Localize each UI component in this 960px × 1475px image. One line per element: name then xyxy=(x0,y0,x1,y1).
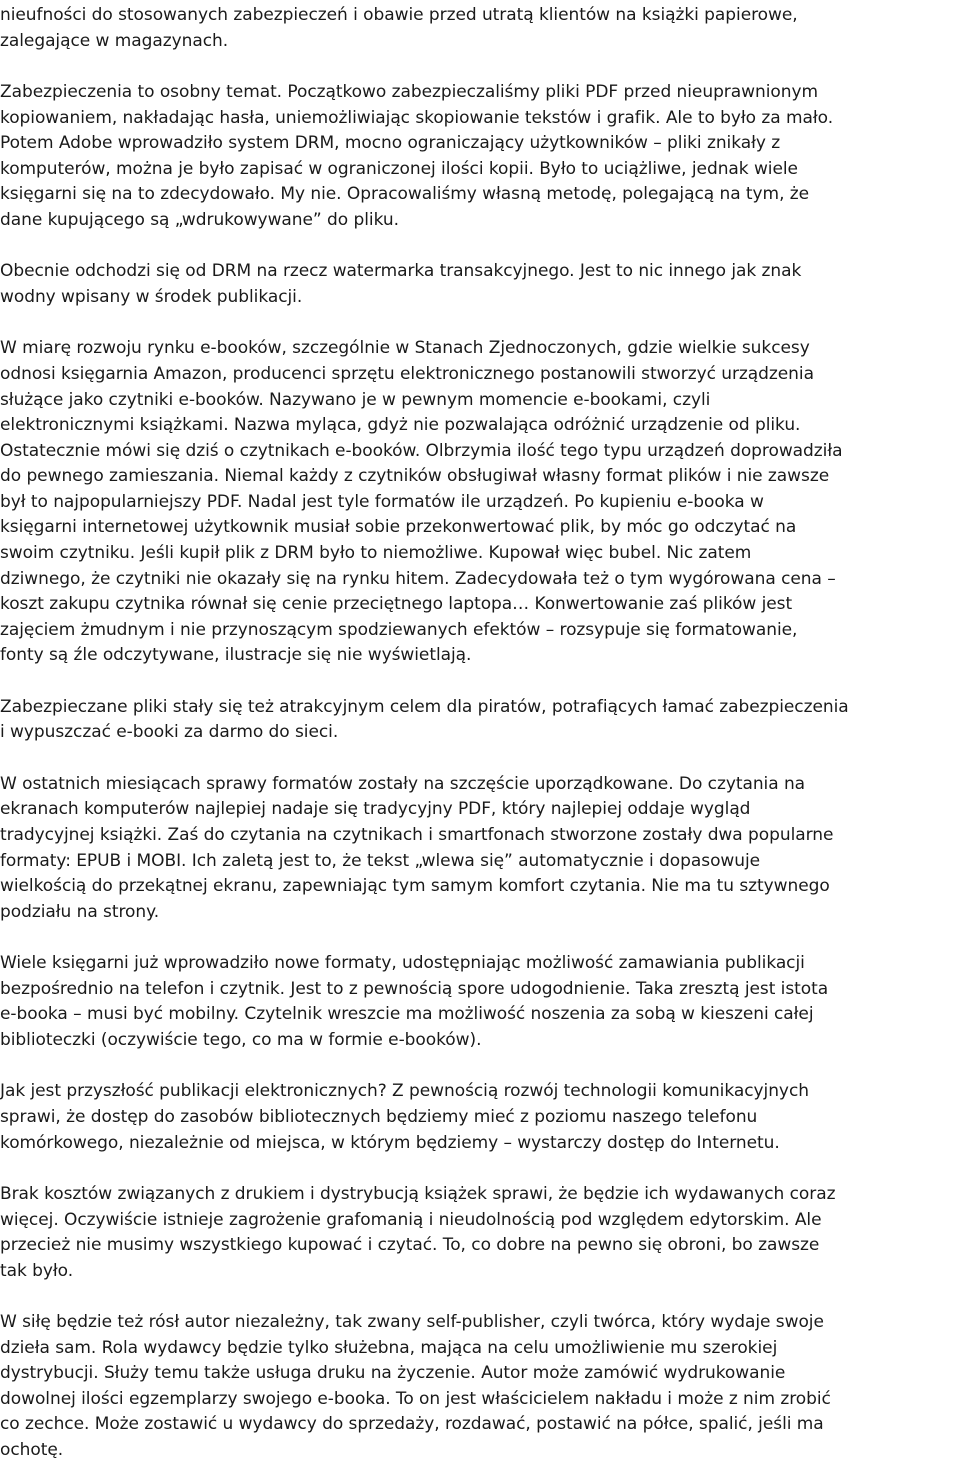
paragraph-9: Brak kosztów związanych z drukiem i dystrybucją książek sprawi, że będzie ich wydawanych coraz więcej. Oczywiście istnieje zagrożenie grafomanią i nieudolnością pod względem edytorskim. Ale przecież nie musimy wszystkiego kupować i czytać. To, co dobre na pewno się obroni, bo zawsze tak było. xyxy=(0,1183,836,1281)
paragraph-8: Jak jest przyszłość publikacji elektronicznych? Z pewnością rozwój technologii komunikacyjnych sprawi, że dostęp do zasobów bibliotecznych będziemy mieć z poziomu naszego telefonu komórkowego, niezależnie od miejsca, w którym będziemy – wystarczy dostęp do Internetu. xyxy=(0,1081,809,1153)
paragraph-3: Obecnie odchodzi się od DRM na rzecz watermarka transakcyjnego. Jest to nic innego jak znak wodny wpisany w środek publikacji. xyxy=(0,261,802,307)
paragraph-7: Wiele księgarni już wprowadziło nowe formaty, udostępniając możliwość zamawiania publikacji bezpośrednio na telefon i czytnik. Jest to z pewnością spore udogodnienie. Taka zresztą jest istota e-booka – musi być mobilny. Czytelnik wreszcie ma możliwość noszenia za sobą w kieszeni całej biblioteczki (oczywiście tego, co ma w formie e-booków). xyxy=(0,953,829,1050)
paragraph-4: W miarę rozwoju rynku e-booków, szczególnie w Stanach Zjednoczonych, gdzie wielkie sukcesy odnosi księgarnia Amazon, producenci sprzętu elektronicznego postanowili stworzyć urządzenia służące jako czytniki e-booków. Nazywano je w pewnym momencie e-bookami, czyli elektronicznymi książkami. Nazwa myląca, gdyż nie pozwalająca odróżnić urządzenie od pliku. Ostatecznie mówi się dziś o czytnikach e-booków. Olbrzymia ilość tego typu urządzeń doprowadziła do pewnego zamieszania. Niemal każdy z czytników obsługiwał własny format plików i nie zawsze był to najpopularniejszy PDF. Nadal jest tyle formatów ile urządzeń. Po kupieniu e-booka w księgarni internetowej użytkownik musiał sobie przekonwertować plik, by móc go odczytać na swoim czytniku. Jeśli kupił plik z DRM było to niemożliwe. Kupował więc bubel. Nic zatem dziwnego, że czytniki nie okazały się na rynku hitem. Zadecydowała też o tym wygórowana cena – koszt zakupu czytnika równał się cenie przeciętnego laptopa… Konwertowanie zaś plików jest zajęciem żmudnym i nie przynoszącym spodziewanych efektów – rozsypuje się formatowanie, fonty są źle odczytywane, ilustracje się nie wyświetlają. xyxy=(0,338,843,666)
paragraph-2: Zabezpieczenia to osobny temat. Początkowo zabezpieczaliśmy pliki PDF przed nieuprawnionym kopiowaniem, nakładając hasła, uniemożliwiając skopiowanie tekstów i grafik. Ale to było za mało. Potem Adobe wprowadziło system DRM, mocno ograniczający użytkowników – pliki znikały z komputerów, można je było zapisać w ograniczonej ilości kopii. Było to uciążliwe, jednak wiele księgarni się na to zdecydowało. My nie. Opracowaliśmy własną metodę, polegającą na tym, że dane kupującego są „wdrukowywane” do pliku. xyxy=(0,81,834,230)
paragraph-6: W ostatnich miesiącach sprawy formatów zostały na szczęście uporządkowane. Do czytania na ekranach komputerów najlepiej nadaje się tradycyjny PDF, który najlepiej oddaje wygląd tradycyjnej książki. Zaś do czytania na czytnikach i smartfonach stworzone zostały dwa popularne formaty: EPUB i MOBI. Ich zaletą jest to, że tekst „wlewa się” automatycznie i dopasowuje wielkością do przekątnej ekranu, zapewniając tym samym komfort czytania. Nie ma tu sztywnego podziału na strony. xyxy=(0,773,834,922)
paragraph-1: nieufności do stosowanych zabezpieczeń i obawie przed utratą klientów na książki papierowe, zalegające w magazynach. xyxy=(0,5,798,51)
paragraph-5: Zabezpieczane pliki stały się też atrakcyjnym celem dla piratów, potrafiących łamać zabezpieczenia i wypuszczać e-booki za darmo do sieci. xyxy=(0,696,849,743)
paragraph-10: W siłę będzie też rósł autor niezależny, tak zwany self-publisher, czyli twórca, który wydaje swoje dzieła sam. Rola wydawcy będzie tylko służebna, mająca na celu umożliwienie mu szerokiej dystrybucji. Służy temu także usługa druku na życzenie. Autor może zamówić wydrukowanie dowolnej ilości egzemplarzy swojego e-booka. To on jest właścicielem nakładu i może z nim zrobić co zechce. Może zostawić u wydawcy do sprzedaży, rozdawać, postawić na półce, spalić, jeśli ma ochotę. xyxy=(0,1312,831,1461)
